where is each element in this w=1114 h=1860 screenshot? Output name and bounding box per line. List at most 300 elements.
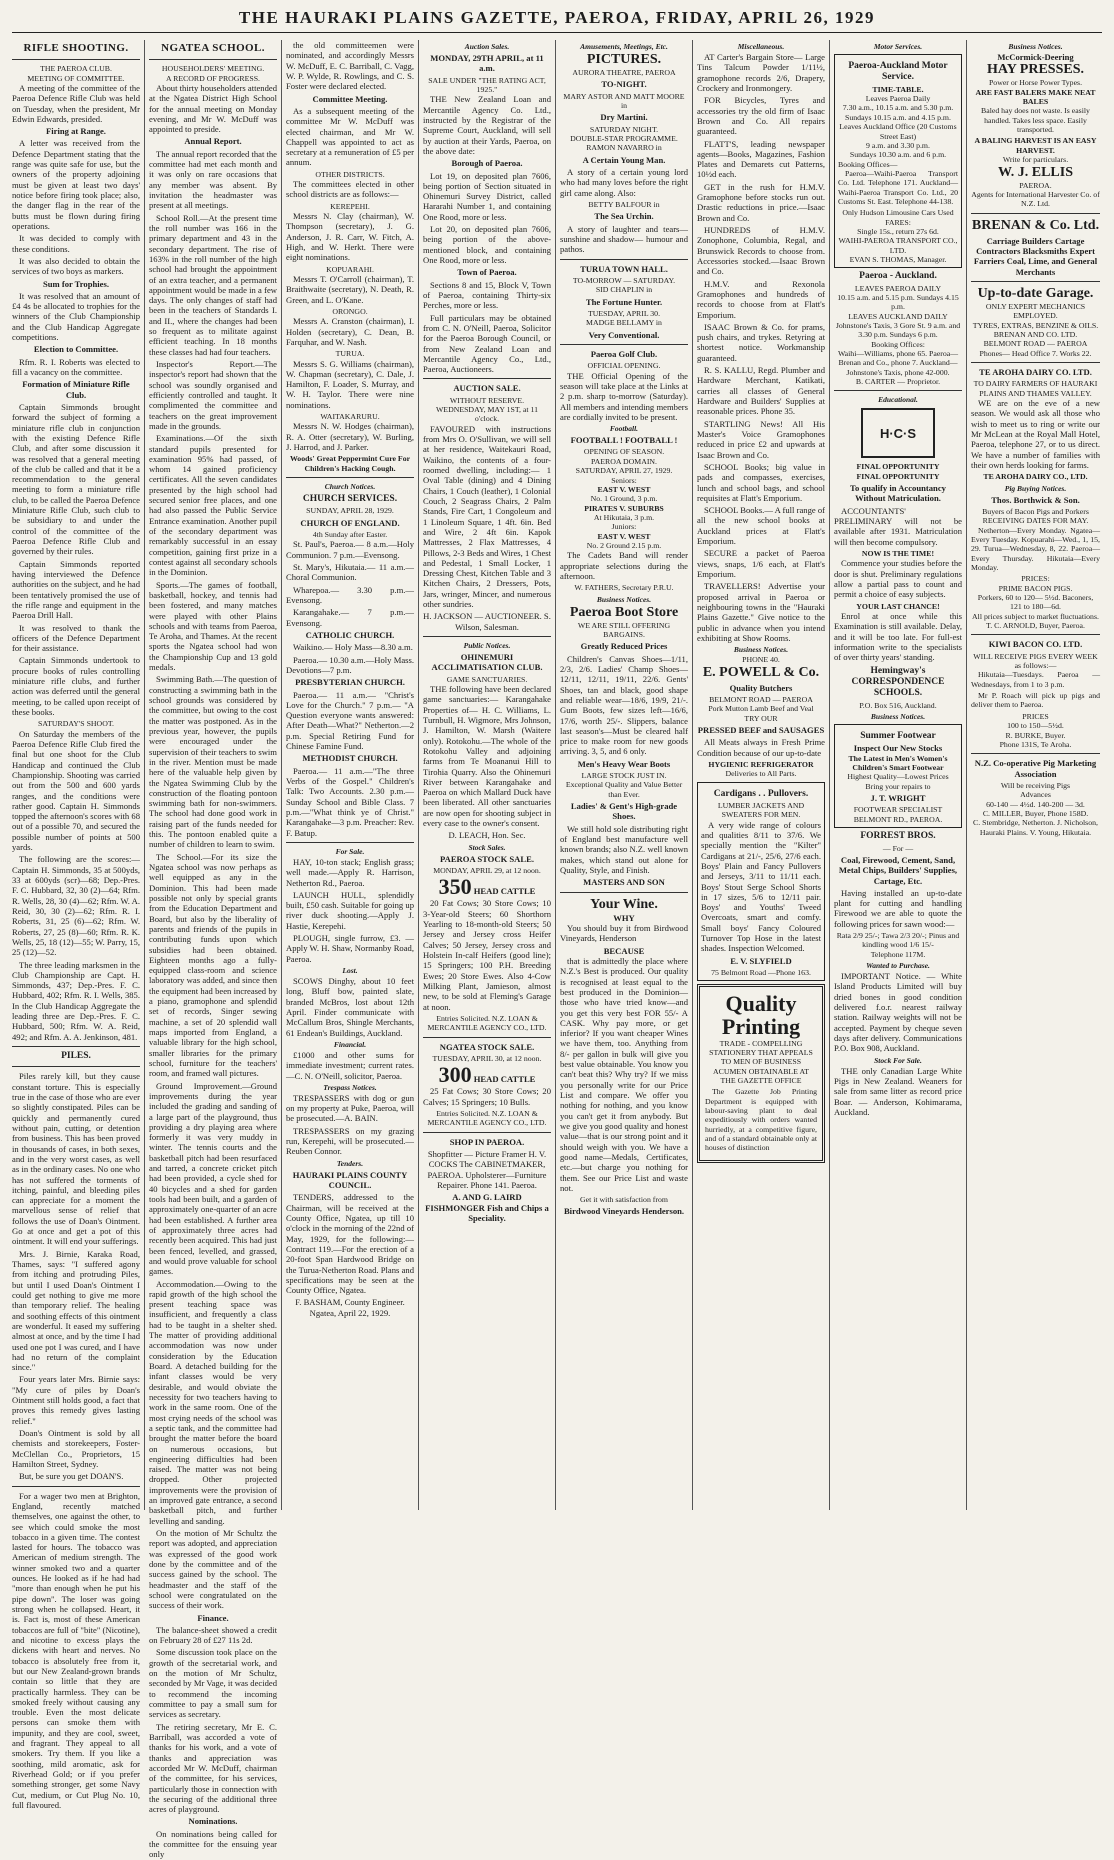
grade: Juniors:: [611, 522, 637, 532]
paragraph: Lot 20, on deposited plan 7606, being portion of the above-mentioned block, and containing One Rood, more or less.: [423, 224, 551, 265]
classified-ad: SECURE a packet of Paeroa views, snaps, 1/6 each, at Flatt's Emporium.: [697, 548, 825, 579]
paragraph: The balance-sheet showed a credit on February 28 of £27 11s 2d.: [149, 1624, 277, 1646]
cast: MARY ASTOR AND MATT MOORE in: [563, 91, 685, 111]
classified-ad: FOR Bicycles, Tyres and accessories try the old firm of Isaac Brown and Co. All repairs guaranteed.: [697, 95, 825, 137]
advert-subhead: TRADE - COMPELLING STATIONERY THAT APPEALS TO MEN OF BUSINESS ACUMEN OBTAINABLE AT THE GAZETTE OFFICE: [709, 1038, 813, 1085]
cardigans-advert: [697, 782, 825, 982]
classified-ad: HUNDREDS of H.M.V. Zonophone, Columbia, Regal, and Brunswick Records to choose from. Accessories stocked.—Isaac Brown and Co.: [697, 225, 825, 277]
notice-line: Wharepoa.— 3.30 p.m.—Evensong.: [286, 584, 414, 606]
paragraph: Full particulars may be obtained from C. N. O'Neill, Paeroa, Solicitor for the Paeroa Borough Council, or from New Zealand Loan and Mercantile Agency Co., Ltd., Paeroa, Auctioneers.: [423, 312, 551, 375]
address: FOOTWEAR SPECIALIST BELMONT RD., PAEROA.: [853, 805, 943, 824]
advert-subhead: — For —: [882, 843, 914, 853]
section-label: Auction Sales.: [464, 42, 510, 51]
paragraph: Enrol at once while this Examination is still available. Delay, and it will be too late. For full-est information write to the specialists of over thirty years' standing.: [834, 610, 962, 663]
printing-advert: [697, 984, 825, 1162]
advert-subhead: TRY OUR: [744, 713, 778, 723]
paragraph: Messrs N. W. Hodges (chairman), R. A. Otter (secretary), W. Burling, J. Harrod, and J. Parker.: [286, 421, 414, 453]
advert-subhead: The Latest in Men's Women's Children's Smart Footwear: [848, 753, 948, 773]
schedule: Hikutaia—Tuesdays. Paeroa — Wednesdays, from 1 to 3 p.m.: [971, 670, 1100, 689]
footwear-advert: [834, 724, 962, 828]
timetable-line: Sundays 10.30 a.m. and 6 p.m.: [849, 150, 947, 160]
classified-ad: SCOWS Dinghy, about 10 feet long, Bluff bow, painted slate, branded McBros, lost about 12th April. Finder communicate with McCallum Bros, Shingle Merchants, 61 Endean's Buildings, Auckland.: [286, 976, 414, 1038]
advert-subhead: TIME-TABLE.: [872, 84, 924, 94]
signature: Birdwood Vineyards Henderson.: [563, 1206, 685, 1217]
crosshead: Election to Committee.: [33, 344, 119, 355]
district-heading: WAITAKARURU.: [320, 412, 380, 422]
crosshead: Nominations.: [188, 1816, 238, 1827]
masthead: THE HAURAKI PLAINS GAZETTE, PAEROA, FRIDAY, APRIL 26, 1929: [12, 8, 1102, 33]
cast: RAMON NAVARRO in: [586, 143, 662, 153]
paragraph: Some discussion took place on the growth of the secretarial work, and on the motion of Mr Schultz, seconded by Mr Vage, it was decided to recommend the incoming committee to pay a small sum for services as secretary.: [149, 1647, 277, 1720]
classified-ad: R. S. KALLU, Regd. Plumber and Hardware Merchant, Katikati, carries all classes of General Hardware and Builders' Supplies at reasonable prices. Phone 35.: [697, 365, 825, 417]
show-date: SATURDAY, APRIL 27, 1929.: [575, 466, 673, 476]
paragraph: School Roll.—At the present time the roll number was 166 in the primary department and 43 in the secondary department. The rise of 163% in the roll number of the high school had brought the appointment of an extra teacher, and a permanent appointment would be made in a few days. The only changes of staff had been in the teachers of Standards I. and II., where the changes had been so frequent as to militate against efficient teaching. In 18 months these classes had had four teachers.: [149, 212, 277, 357]
price-list: Porkers, 60 to 120— 5½d. Baconers, 121 to 180—6d.: [977, 593, 1094, 612]
paragraph: Sports.—The games of football, basketball, hockey, and tennis had been fostered, and many matches were played with other Plains schools and with teams from Paeroa, Te Aroha, and Thames. At the recent sports the Ngatea school had won the Championship Cup and 13 gold medals.: [149, 579, 277, 673]
schedule: Netherton—Every Monday. Ngatea—Every Tuesday. Kopuarahi—Wed., 1, 15, 29. Turua—Wednesday, 8, 22. Paeroa—Every Thursday. Hikutaia—Every Monday.: [971, 525, 1100, 573]
timetable-line: LEAVES PAEROA DAILY: [854, 283, 942, 293]
advert-heading: Paeroa Golf Club.: [590, 348, 658, 359]
section-label: Financial.: [333, 1039, 367, 1049]
crosshead: Finance.: [197, 1612, 229, 1623]
phone: PHONE 40.: [742, 655, 780, 665]
district-heading: KEREPEHI.: [330, 201, 370, 211]
section-label: Tenders.: [336, 1158, 364, 1168]
column-7: [830, 40, 967, 1510]
notice-line: Paeroa.— 11 a.m.— "Christ's Love for the Church." 7 p.m.— "A Question everyone wants answered: After Death—What?" Netherton.—2 p.m. Special Retiring Fund for Chinese Famine Fund.: [286, 689, 414, 752]
classified-ad: GET in the rush for H.M.V. Gramophone before stocks run out. Drastic reductions in price.—Isaac Brown and Co.: [697, 181, 825, 223]
notice-line: Waikino.— Holy Mass—8.30 a.m.: [293, 642, 413, 653]
columns: [8, 40, 1106, 1860]
advert-text: Shopfitter — Picture Framer H. V. COCKS The CABINETMAKER, PAEROA. Upholsterer—Furniture Repairer. Phone 141. Paeroa.: [427, 1148, 547, 1190]
advert-heading: Your Wine.: [590, 896, 658, 912]
stock-list: 25 Fat Cows; 30 Store Cows; 20 Calves; 15 Springers; 10 Bulls.: [423, 1086, 551, 1107]
classified-ad: IMPORTANT Notice. — White Island Products Limited will buy dried bones in good condition delivered f.o.r. nearest railway station. Railway weights will not be accepted. Payment by cheque seven days after delivery. Communications P.O. Box 908, Auckland.: [834, 971, 962, 1054]
paragraph: Paeroa—Waihi-Paeroa Transport Co. Ltd. Telephone 171. Auckland—Waihi-Paeroa Transport Co. Ltd., 20 Customs St. East. Telephone 44-138.: [838, 168, 958, 206]
paragraph: Captain Simmonds reported having interviewed the Defence authorities on the subject, and he had been tentatively promised the use of the rifle range and equipment in the Paeroa Drill Hall.: [12, 558, 140, 621]
paragraph: The following are the scores:— Captain H. Simmonds, 35 at 500yds, 33 at 600yds (scr)—68; Dep.-Pres. F. C. Hubbard, 32, 30 (2)—64; Rfm. R. Wells, 28, 30 (4)—62; Rfm. W. A. Reid, 30, 30 (2)—62; Rfm. R. I. Roberts, 31, 25 (6)—62; Rfm. W. Roberts, 27, 25 (8)—60; Rfm. R. K. Wells, 25, 18 (12)—55; W. Parry, 15, 25 (12)—52.: [12, 854, 140, 958]
cast: SID CHAPLIN in: [595, 285, 653, 295]
timetable-line: Sundays 10.15 a.m. and 4.15 p.m.: [845, 112, 951, 122]
sale-heading: PAEROA STOCK SALE.: [440, 853, 534, 864]
divider: [12, 1066, 140, 1067]
section-label: Business Notices.: [870, 712, 926, 722]
advert-subhead: LARGE STOCK JUST IN.: [581, 771, 667, 781]
advert-heading: Up-to-date Garage.: [977, 285, 1094, 301]
school-logo: H·C·S: [861, 408, 935, 458]
church-heading: METHODIST CHURCH.: [302, 753, 398, 764]
advert-subhead: Buyers of Bacon Pigs and Porkers: [982, 506, 1089, 516]
notice-line: Paeroa.— 11 a.m.—"The three Verbs of the Gospel." Children's Talk: Two Accounts. 2.30 p.m.—Sunday School and Bible Class. 7 p.m.—"What think ye of Christ." Karangahake—3 p.m. Preacher: Rev. F. Batup.: [286, 765, 414, 838]
paragraph: On nominations being called for the committee for the ensuing year only: [149, 1828, 277, 1860]
notice-subhead: GAME SANCTUARIES.: [446, 674, 528, 684]
film-title: The Fortune Hunter.: [585, 296, 663, 307]
column-6: [693, 40, 830, 1510]
fixture-ground: No. 2 Ground 2.15 p.m.: [586, 540, 662, 550]
advert-heading: Cardigans . . Pullovers.: [713, 788, 809, 799]
film-title: A Certain Young Man.: [582, 154, 666, 165]
paragraph: All Meats always in Fresh Prime Condition because of our up-to-date: [697, 737, 825, 758]
divider: [971, 281, 1100, 282]
price-list: 100 to 150—5½d.: [1007, 721, 1064, 731]
signature: Entries Solicited. N.Z. LOAN & MERCANTILE AGENCY CO., LTD.: [427, 1108, 547, 1128]
sale-heading: AUCTION SALE.: [453, 383, 521, 394]
timetable-line: Booking Offices—: [838, 159, 898, 169]
fixture: EAST V. WEST: [597, 484, 651, 494]
column-1: [8, 40, 145, 1810]
agent-list: C. Stembridge, Netherton. J. Nicholson, Hauraki Plains. V. Young, Hikutaia.: [973, 818, 1098, 837]
classified-ad: TRESPASSERS on my grazing run, Kerepehi, will be prosecuted.—Reuben Connor.: [286, 1125, 414, 1157]
advert-subhead: NOW IS THE TIME!: [861, 549, 935, 559]
advert-heading: Quality Printing: [721, 991, 801, 1040]
divider: [423, 1037, 551, 1038]
paragraph: Captain Simmonds brought forward the subject of forming a miniature rifle club in conjunction with the existing Defence Rifle Club, and after some discussion it was resolved that a general meeting of the club be called and that it be a recommendation to the general meeting to form a miniature rifle club, to be called the Paeroa Defence Miniature Rifle Club, such club to be subsidiary to and under the control of the committee of the Paeroa Defence Rifle Club and governed by their rules.: [12, 401, 140, 557]
sale-date: MONDAY, 29TH APRIL, at 11 a.m.: [430, 53, 544, 74]
notice-line: 4th Sunday after Easter.: [312, 530, 388, 540]
divider: [423, 1132, 551, 1133]
column-5: [556, 40, 693, 1510]
address: BELMONT ROAD — PAEROA: [983, 339, 1088, 349]
paragraph: It was also decided to obtain the services of two boys as markers.: [12, 255, 140, 277]
notice-date: SUNDAY, APRIL 28, 1929.: [306, 506, 394, 516]
classified-ad: TENDERS, addressed to the Chairman, will be received at the County Office, Ngatea, up till 10 o'clock in the morning of the 22nd of May, 1929, for the following:— Contract 119.—For the erection of a 20-foot Span Hardwood Bridge on the Turua-Netherton Road. Plans and specifications may be seen at the County Office, Ngatea.: [286, 1192, 414, 1296]
signature: F. BASHAM, County Engineer. Ngatea, April 22, 1929.: [295, 1297, 405, 1318]
timetable-line: Booking Offices:: [871, 339, 925, 349]
subhead: THE PAEROA CLUB.: [40, 64, 112, 74]
paragraph: A story of a certain young lord who had many loves before the right girl came along. Also:: [560, 167, 688, 198]
advert-tagline: Coal, Firewood, Cement, Sand, Metal Chips, Builders' Supplies, Cartage, Etc.: [838, 854, 958, 886]
section-label: Business Notices.: [1008, 42, 1063, 51]
advert-heading: SHOP IN PAEROA.: [449, 1136, 525, 1147]
divider: [971, 213, 1100, 214]
timetable-line: LEAVES AUCKLAND DAILY: [848, 311, 948, 321]
cattle-unit: HEAD CATTLE: [473, 1074, 536, 1085]
timetable-line: Waihi—Williams, phone 65. Paeroa—Brenan and Co., phone 7. Auckland—Johnstone's Taxis, phone 42-000.: [837, 349, 959, 377]
address: P.O. Box 516, Auckland.: [859, 700, 937, 710]
paragraph: We still hold sole distributing right of England best manufacture well known brands; also N.Z. well known makes, which stand out alone for Quality, Style, and Finish.: [560, 823, 688, 875]
phone: Telephone 117M.: [870, 949, 926, 959]
column-4: [419, 40, 556, 1510]
advert-heading: Summer Footwear: [860, 731, 936, 742]
divider: [971, 634, 1100, 635]
film-title: Very Conventional.: [588, 329, 660, 340]
subhead: OTHER DISTRICTS.: [315, 169, 385, 179]
advert-subhead: Power or Horse Power Types.: [988, 78, 1083, 88]
cast: BETTY BALFOUR in: [588, 200, 660, 210]
paragraph: On Saturday the members of the Paeroa Defence Rifle Club fired the final but one shoot for the Club Handicap and continued the Club Championship. Shooting was carried out from the 500 and 600 yards ranges, and the conditions were rather good. Captain H. Simmonds topped the afternoon's scores with 68 out of a possible 70, and secured the possible number of points at 500 yards.: [12, 728, 140, 853]
crosshead: Firing at Range.: [46, 126, 106, 137]
signature: EVAN S. THOMAS, Manager.: [849, 254, 947, 264]
paragraph: Having installed an up-to-date plant for cutting and handling Firewood we are able to quote the following prices for sawn wood:—: [834, 887, 962, 929]
paragraph: Messrs S. G. Williams (chairman), W. Chapman (secretary), C. Dale, J. Hamilton, F. Loader, S. Murray, and W. H. Taylor. There were nine nominations.: [286, 358, 414, 410]
divider: [560, 344, 688, 345]
advert-subhead: Deliveries to All Parts.: [725, 769, 797, 779]
paragraph: Messrs T. O'Carroll (chairman), T. Braithwaite (secretary), N. Death, R. Green, and L. O'Kane.: [286, 273, 414, 305]
paragraph: You should buy it from Birdwood Vineyards, Henderson: [560, 923, 688, 944]
paragraph: Messrs A. Cranston (chairman), I. Holden (secretary), C. Dean, B. Farquhar, and W. Nash.: [286, 316, 414, 347]
advert-subhead: Advances: [1020, 790, 1051, 800]
paragraph: THE following have been declared game sanctuaries:— Karangahake Properties of— H. C. Williams, L. Turnbull, H. Wigmore, Mrs Johnson, J. Hamilton, W. Marsh (Waitere only). Rotokohu.—The whole of the Rotokohu Valley and adjoining farms from Te Moananui Hill to Tirohia Quarry. Also the Ohinemuri River between Karangahake and Paeroa on which Mallard Duck have been liberated. All other sanctuaries are now open for shooting subject in every case to the owner's consent.: [423, 684, 551, 829]
stock-list: 20 Fat Cows; 30 Store Cows; 10 3-Year-old Steers; 60 Shorthorn Yearling to 18-month-old Steers; 50 Jersey and Jersey cross Heifer Calves; 50 Jersey, Jersey cross and Holstein In-calf Heifers (good line); 15 Springers; 100 P.H. Breeding Ewes; 20 Store Ewes. Also 4-Cow Milking Plant, Jamieson, almost new, to be sold at Fleming's Garage at noon.: [423, 898, 551, 1012]
paragraph: ACCOUNTANTS' PRELIMINARY will not be available after 1931. Matriculation will then become compulsory.: [834, 505, 962, 547]
paragraph: It was resolved to thank the officers of the Defence Department for their assistance.: [12, 622, 140, 654]
advert-text: A. AND G. LAIRD FISHMONGER Fish and Chips a Speciality.: [425, 1192, 549, 1223]
advert-heading: HAY PRESSES.: [986, 62, 1084, 78]
signature: E. V. SLYFIELD: [730, 955, 792, 966]
crosshead: Committee Meeting.: [312, 93, 388, 104]
brand: McCormick-Deering: [997, 52, 1074, 62]
advert-subhead: WILL RECEIVE PIGS EVERY WEEK as follows:—: [973, 651, 1098, 671]
advert-heading: BRENAN & Co. Ltd.: [971, 217, 1100, 233]
advert-subhead: RECEIVING DATES FOR MAY.: [982, 516, 1089, 526]
paragraph: Mrs. J. Birnie, Karaka Road, Thames, says: "I suffered agony from itching and protruding Piles, but until I used Doan's Ointment I could get nothing to give me more than temporary relief. The healing and soothing effects of this ointment are wonderful. It eased my suffering almost at once, and by the time I had used one pot I was cured, and I have had no return of the complaint since.": [12, 1248, 140, 1373]
section-label: Amusements, Meetings, Etc.: [580, 42, 668, 51]
advert-heading: KIWI BACON CO. LTD.: [988, 639, 1083, 650]
fixture: EAST V. WEST: [597, 531, 651, 541]
church-heading: PRESBYTERIAN CHURCH.: [295, 677, 405, 688]
divider: [286, 842, 414, 843]
advert-heading: FOOTBALL ! FOOTBALL !: [570, 435, 678, 446]
paragraph: About thirty householders attended at the Ngatea District High School for the annual meeting on Monday evening, and Mr W. McDuff was appointed to preside.: [149, 82, 278, 135]
advert-subhead: ARE FAST BALERS MAKE NEAT BALES: [975, 87, 1096, 107]
paragraph: The School.—For its size the Ngatea school was now perhaps as well equipped as any in the Dominion. This had been made possible not only by special grants from the Education Department and Board, but also by the liberality of parents and friends of the pupils in contributing funds upon which subsidies had been obtained. Eighteen months ago a fully-equipped class-room and science laboratory was added, and since then the equipment had been increased by a piano, gramophone and splendid set of records, Singer sewing machine, a set of 20 splendid wall maps imported from England, a valuable library for the high school, smaller libraries for the primary school, furniture for the teachers' room, and framed wall pictures.: [149, 851, 277, 1079]
advert-subhead: BECAUSE: [603, 945, 645, 956]
paragraph: Inspector's Report.—The inspector's report had shown that the school was soundly organised and efficiently controlled and taught. It complimented the committee and teachers on the great improvement made in the grounds.: [149, 359, 277, 431]
district-heading: ORONGO.: [332, 306, 368, 316]
signature: T. C. ARNOLD, Buyer, Paeroa.: [986, 621, 1085, 631]
classified-ad: LAUNCH HULL, splendidly built, £50 cash. Suitable for going up river duck shooting.—Apply J. Hastie, Kerepehi.: [286, 889, 414, 931]
paragraph: Four years later Mrs. Birnie says: "My cure of piles by Doan's Ointment still holds good, a fact that proves this remedy gives lasting relief.": [12, 1374, 140, 1426]
district-heading: TURUA.: [335, 349, 365, 359]
section-label: Miscellaneous.: [737, 42, 785, 51]
divider: [560, 259, 688, 260]
paragraph: The Gazette Job Printing Department is equipped with labour-saving plant to deal expeditiously with orders wanted hurriedly, at a competitive figure, and of a standard obtainable only at houses of distinction: [705, 1087, 817, 1153]
divider: [12, 59, 140, 60]
paragraph: Doan's Ointment is sold by all chemists and storekeepers, Foster-McClellan Co., Proprietors, 15 Hamilton Street, Sydney.: [12, 1428, 140, 1469]
divider: [971, 362, 1100, 363]
paragraph: Piles rarely kill, but they cause constant torture. This is especially true in the case of those who are ever so slightly constipated. Piles can be quickly and permanently cured without pain, cutting, or detention from business. This has been proved in thousands of cases, in both sexes, and in the very worst cases, as well as in the ordinary cases. No one who has not suffered the torments of itching, painful, and bleeding piles can appreciate for a moment the marvellous sense of relief that follows the use of Doan's Ointment. Go at once and get a pot of this ointment. It will end your sufferings.: [12, 1071, 140, 1247]
paragraph: A very wide range of colours and qualities 8/11 to 37/6. We specially mention the "Kilter" Cardigans at 21/-, 25/6, 27/6 each. Boys' Plain and Fancy Pullovers and Jerseys, 3/11 to 11/11 each. Boys' Stout Serge School Shorts in 17 sizes, 5/6 to 12/11 pair. Boys' and Youths' Tweed Overcoats, smart and comfy. Small boys' Fancy Coloured Turnover Top Hose in the latest shades. Inspection Welcomed.: [701, 819, 821, 954]
advert-heading: Paeroa - Auckland.: [859, 271, 937, 282]
timetable-line: FARES:: [885, 217, 911, 227]
divider: [423, 378, 551, 379]
divider: [834, 390, 962, 391]
advert-subhead: OFFICIAL OPENING.: [587, 361, 661, 371]
paragraph: Mr P. Roach will pick up pigs and deliver them to Paeroa.: [971, 691, 1100, 710]
advert-subhead: HYGIENIC REFRIGERATOR: [708, 759, 814, 769]
film-title: The Sea Urchin.: [594, 211, 654, 222]
section-label: Motor Services.: [873, 42, 923, 51]
classified-ad: SCHOOL Books.— A full range of all the new school books at Auckland prices at Flatt's Emporium.: [697, 505, 825, 547]
notice-line: Paeroa.— 10.30 a.m.—Holy Mass. Devotions—7 p.m.: [286, 654, 414, 675]
timetable-line: 10.15 a.m. and 5.15 p.m. Sundays 4.15 p.m.: [837, 293, 959, 312]
price-list: 60-140 — 4½d. 140-200 — 3d.: [986, 799, 1085, 809]
advert-subhead: Inspect Our New Stocks: [853, 743, 943, 754]
show-date: TO-NIGHT.: [601, 79, 647, 90]
classified-ad: TRESPASSERS with dog or gun on my property at Puke, Paeroa, will be prosecuted.—A. BAIN.: [286, 1092, 414, 1124]
advert-tagline: Ladies' & Gent's High-grade Shoes.: [570, 801, 678, 822]
subhead: MEETING OF COMMITTEE.: [27, 73, 125, 83]
paragraph: It was resolved that an amount of £4 4s be allocated to trophies for the winners of the Club Championship and the Club Handicap Aggregate competitions.: [12, 290, 140, 343]
timetable-line: Leaves Auckland Office (20 Customs Street East): [839, 122, 957, 141]
column-2: [145, 40, 282, 1860]
cattle-unit: HEAD CATTLE: [473, 886, 536, 897]
sale-date: MONDAY, APRIL 29, at 12 noon.: [433, 866, 541, 875]
product-list: Pork Mutton Lamb Beef and Veal: [708, 704, 814, 714]
advert-subhead: To qualify in Accountancy Without Matriculation.: [850, 483, 946, 504]
classified-ad: PLOUGH, single furrow, £3. —Apply W. H. Shaw, Normanby Road, Paeroa.: [286, 933, 414, 964]
divider: [423, 636, 551, 637]
advert-subhead: TO DAIRY FARMERS OF HAURAKI PLAINS AND THAMES VALLEY.: [973, 379, 1098, 398]
signature: B. CARTER — Proprietor.: [855, 377, 941, 387]
classified-ad: H.M.V. and Rexonola Gramophones and hundreds of records to choose from at Flatt's Emporium.: [697, 278, 825, 320]
sale-heading: NGATEA STOCK SALE.: [439, 1041, 535, 1052]
paragraph: For a wager two men at Brighton, England, recently matched themselves, one against the other, to see which could smoke the most tobacco in a given time. The contest lasted for hours. The tobacco was American of medium strength. The winner smoked two and a quarter ounces. He looked as if he had had "more than enough when he put his pipe down". The loser was going strong when he collapsed. Heart, it is. Fact is, most of these American tobaccos are full of "bite" (Nicotine), and nicotine to excess plays the dickens with heart and nerves. No tobacco is absolutely free from it, but our New Zealand-grown brands contain so little that they are practically harmless. They can be smoked freely without causing any trouble. Even the most delicate persons can smoke them with impunity, and they are cool, sweet, and fragrant. They appeal to all smokers. Try them. If you like a soothing, mild aromatic, ask for Riverhead Gold; or if you prefer something stronger, get some Navy Cut, medium, or Cut Plug No. 10, full flavoured.: [12, 1490, 140, 1810]
cattle-count: 350: [438, 874, 472, 900]
paragraph: Examinations.—Of the sixth standard pupils presented for examination 95% had passed, of whom 14 gained proficiency certificates. All the seven candidates presented by the high school had secured senior free places, and one had also passed the Public Service Entrance examination. Another pupil of the secondary department was remarkably successful in an essay competition, gaining first prize in a contest against all secondary schools in the Dominion.: [149, 433, 277, 578]
sale-heading: SALE UNDER "THE RATING ACT, 1925.": [428, 75, 546, 94]
section-label: Business Notices.: [733, 645, 789, 655]
paragraph: THE New Zealand Loan and Mercantile Agency Co. Ltd., instructed by the Registrar of the Supreme Court, Auckland, will sell by auction at their Yards, Paeroa, on the above date:: [423, 94, 551, 156]
section-label: Business Notices.: [596, 594, 652, 604]
notice-heading: OHINEMURI ACCLIMATISATION CLUB.: [431, 652, 543, 673]
classified-ad: SCHOOL Books; big value in pads and compasses, exercises, lunch and school bags, and school requisites at Flatt's Emporium.: [697, 461, 825, 503]
signature: MASTERS AND SON: [583, 877, 665, 888]
advert-subhead: PRICES:: [1021, 574, 1050, 584]
section-label: Stock For Sale.: [874, 1055, 922, 1065]
advert-heading: Paeroa-Auckland Motor Service.: [848, 61, 948, 83]
signature: BRENAN AND CO. LTD.: [993, 330, 1078, 340]
paragraph: Captain Simmonds undertook to procure books of rules controlling miniature rifle clubs, and further action was deferred until the general meeting, to be called upon receipt of these books.: [12, 655, 140, 717]
article-headline: NGATEA SCHOOL.: [161, 42, 265, 54]
paragraph: Rfm. R. I. Roberts was elected to fill a vacancy on the committee.: [12, 356, 140, 377]
column-3: [282, 40, 419, 1510]
advert-heading: TURUA TOWN HALL.: [580, 263, 668, 274]
advert-heading: FINAL OPPORTUNITY: [856, 462, 940, 472]
notice-line: St. Paul's, Paeroa.— 8 a.m.—Holy Communion. 7 p.m.—Evensong.: [286, 539, 414, 560]
timetable-line: 7.30 a.m., 10.15 a.m. and 5.30 p.m.: [842, 103, 954, 113]
advert-subhead: Exceptional Quality and Value Better than Ever.: [565, 780, 683, 799]
film-title: Dry Martini.: [600, 112, 648, 123]
advert-subhead: ONLY EXPERT MECHANICS EMPLOYED.: [985, 302, 1086, 321]
signature: W. FATHERS, Secretary P.R.U.: [574, 583, 674, 593]
crosshead: Town of Paeroa.: [457, 267, 517, 278]
advert-subhead: Get it with satisfaction from: [580, 1195, 668, 1205]
signature: Entries Solicited. N.Z. LOAN & MERCANTILE AGENCY CO., LTD.: [427, 1013, 547, 1033]
service-list: Carriage Builders Cartage Contractors Blacksmiths Expert Farriers Coal, Lime, and General Merchants: [973, 235, 1098, 277]
article-headline: RIFLE SHOOTING.: [23, 42, 129, 54]
paragraph: WE are on the eve of a new season. We would ask all those who wish to meet us to ring or write our Mr McLean at the Royal Mall Hotel, Paeroa, telephone 27, or to us direct. We have a number of families with their own herds looking for farms.: [971, 398, 1100, 470]
show-date: TO-MORROW — SATURDAY.: [572, 275, 676, 285]
crosshead: Formation of Miniature Rifle Club.: [22, 379, 130, 400]
paragraph: A letter was received from the Defence Department stating that the range was quite safe for use, but the owners of the property adjoining must be given at least two days' notice before firing took place; also, the danger flag in the rear of the butts must be flown during firing operations.: [12, 138, 140, 231]
motor-service-advert: [834, 54, 962, 268]
section-label: Wanted to Purchase.: [866, 961, 930, 971]
classified-ad: ISAAC Brown & Co. for prams, push chairs, and trykes. Retyring at shortest notice. Workmanship guaranteed.: [697, 321, 825, 363]
phone: Phones— Head Office 7. Works 22.: [979, 348, 1092, 358]
advert-subhead: LUMBER JACKETS AND SWEATERS FOR MEN.: [717, 800, 805, 820]
advert-subhead: YOUR LAST CHANCE!: [856, 601, 940, 611]
advert-tagline: Greatly Reduced Prices: [580, 641, 668, 652]
signature: J. T. WRIGHT: [870, 793, 926, 804]
signature: TE AROHA DAIRY CO., LTD.: [983, 472, 1088, 482]
classified-ad: FLATT'S, leading newspaper agents—Books, Magazines, Fashion Plates and Demarets cut Patterns, 10½d each.: [697, 138, 825, 180]
advert-heading: FORREST BROS.: [860, 831, 936, 842]
paragraph: Baled hay does not waste. Is easily handled. Takes less space. Easily transported.: [981, 106, 1090, 135]
church-heading: CHURCH OF ENGLAND.: [300, 517, 400, 528]
section-label: Educational.: [878, 395, 918, 405]
paragraph: The committees elected in other school districts are as follows:—: [286, 179, 414, 200]
venue: PAEROA DOMAIN.: [591, 456, 657, 466]
paragraph: Messrs N. Clay (chairman), W. Thompson (secretary), J. G. Anderson, J. R. Carr, W. Fitch, A. High, and W. Herkt. There were eight nominations.: [286, 211, 414, 263]
crosshead: Borough of Paeroa.: [451, 158, 523, 169]
church-heading: CATHOLIC CHURCH.: [305, 629, 395, 640]
section-label: Pig Buying Notices.: [1004, 483, 1067, 493]
divider: [286, 477, 414, 478]
column-8: [967, 40, 1104, 1510]
paragraph: the old committeemen were nominated, and accordingly Messrs W. McDuff, E. C. Barriball, C. Vagg, W. P. Wylde, R. Rowlings, and C. S. Foster were declared elected.: [286, 40, 414, 92]
classified-ad: STARTLING News! All His Master's Voice Gramophones reduced in price £2 and upwards at Isaac Brown and Co.: [697, 418, 825, 460]
address: BELMONT ROAD — PAEROA: [709, 694, 813, 704]
price-list: Children's Canvas Shoes—1/11, 2/3, 2/6. Ladies' Champ Shoes—12/11, 12/11, 19/11, 22/6. Gents' Shoes, tan and black, good shape and reliable wear—18/6, 19/9, 21/-. Gum Boots, few sizes left—16/6, 17/6, worth 25/-. Slippers, balance last season's—Must be cleared half price to make room for new goods arriving. 3, 5, and 6 only.: [560, 653, 688, 757]
paragraph: The Cadets Band will render appropriate selections during the afternoon.: [560, 550, 688, 581]
timetable-line: Leaves Paeroa Daily: [865, 94, 931, 104]
paragraph: A story of laughter and tears—sunshine and shadow— humour and pathos.: [560, 223, 688, 255]
programme: DOUBLE-STAR PROGRAMME.: [570, 134, 678, 144]
paragraph: THE Official Opening of the season will take place at the Links at 2 p.m. sharp to-morrow (Saturday). All members and intending members are cordially invited to be present.: [560, 370, 688, 422]
address: 75 Belmont Road —Phone 163.: [711, 968, 811, 978]
classified-ad: TRAVELLERS! Advertise your proposed arrival in Paeroa or neighbouring towns in the "Hauraki Plains Gazette." Give notice to the public in advance when you intend exhibiting at Show Rooms.: [697, 581, 825, 643]
sale-date: WEDNESDAY, MAY 1ST, at 11 o'clock.: [435, 405, 539, 424]
crosshead: Sum for Trophies.: [43, 278, 109, 289]
divider: [149, 59, 277, 60]
section-label: Trespass Notices.: [323, 1082, 377, 1092]
venue: AURORA THEATRE, PAEROA: [572, 68, 676, 78]
signature: C. MILLER, Buyer, Phone 158D.: [982, 808, 1089, 818]
advert-heading: PICTURES.: [586, 52, 662, 67]
fixture: PIRATES V. SUBURBS: [584, 503, 664, 513]
paragraph: The retiring secretary, Mr E. C. Barriball, was accorded a vote of thanks for his work, and a vote of thanks and appreciation was accorded Mr W. McDuff, chairman of the committee, for his services, particularly those in connection with the securing of the additional three acres of playground.: [149, 1721, 277, 1815]
classified-ad: £1000 and other sums for immediate investment; current rates.—C. N. O'Neill, solicitor, Paeroa.: [286, 1049, 414, 1081]
advert-subhead: Will be receiving Pigs: [1000, 780, 1071, 790]
address: PAEROA.: [1019, 180, 1052, 190]
sale-subhead: WITHOUT RESERVE.: [449, 395, 525, 405]
notice-line: Karangahake.— 7 p.m.—Evensong.: [286, 607, 414, 628]
notice-line: St. Mary's, Hikutaia.— 11 a.m.—Choral Communion.: [286, 562, 414, 583]
advert-tagline: Men's Heavy Wear Boots: [577, 758, 671, 769]
price-list: Rata 2/9 25/-; Tawa 2/3 20/-; Pinus and kindling wood 1/6 15/-: [836, 931, 960, 950]
paragraph: Sections 8 and 15, Block V, Town of Paeroa, containing Thirty-six Perches, more or less.: [423, 279, 551, 311]
paragraph: that is admittedly the place where N.Z.'s Best is produced. Our quality is recognised at least equal to the best produced in the Dominion—those who have tried know—and you get this very best FOR 55/- A CASK. Why pay more, or get inferior? If you want cheaper Wines we have them, too. Anything from 8/- per gallon in bulk will give you best value obtainable. You know you can't beat this? Why try? If we miss you personally write for our Price List and compare. We offer you nothing for nothing, and you know you can't get it from anybody. But we give you good quality and honest value—that is our strong point and it should weigh with you. We have a good name—Medals, Certificates, etc.—but charge you nothing for them. See our Price List and waste not.: [560, 955, 688, 1193]
advert-tagline: Quality Butchers: [729, 682, 793, 693]
divider: [560, 892, 688, 893]
notice-heading: HAURAKI PLAINS COUNTY COUNCIL.: [292, 1169, 408, 1191]
timetable-line: Single 15s., return 27s 6d.: [857, 226, 939, 236]
paragraph: Lot 19, on deposited plan 7606, being portion of Section situated in Ohinemuri Survey District, called Hararahi Number 1, and containing One Rood, more or less.: [423, 170, 551, 222]
classified-ad: AT Carter's Bargain Store— Large Tins Talcum Powder 1/11½, gramophone records 2/6, Drapery, Crockery and Ironmongery.: [697, 52, 825, 93]
paragraph: FAVOURED with instructions from Mrs O. O'Sullivan, we will sell at her residence, Waitekauri Road, Waikino, the contents of a four-roomed dwelling, including:— 1 Oval Table (dining) and 4 Dining Chairs, 1 Couch (leather), 1 Colonial Couch, 2 Seagrass Chairs, 2 Palm Stands, Fire Cart, 1 Congoleum and 1 Linoleum Square, 1 4ft. 6in. Bed and Wire, 2 4ft 6in. Kapok Mattresses, 2 Flax Mattresses, 4 Pillows, 2-3 Beds and Wires, 1 Chest and Pedestal, 1 Small Locker, 1 Dressing Chest, Kitchen Table and 3 Kitchen Chairs, 2 Dressers, Pots, Jars, wringer, Mincer, and numerous other sundries.: [423, 423, 551, 610]
subhead: SATURDAY'S SHOOT.: [38, 719, 114, 729]
section-label: Church Notices.: [324, 482, 376, 492]
paragraph: It was decided to comply with these conditions.: [12, 233, 140, 254]
signature: D. LEACH, Hon. Sec.: [448, 830, 526, 841]
section-label: Public Notices.: [463, 641, 511, 651]
paragraph: A meeting of the committee of the Paeroa Defence Rifle Club was held on Tuesday, when the president, Mr Edwin Edwards, presided.: [12, 82, 140, 124]
advert-subhead: Bring your repairs to: [865, 781, 931, 791]
timetable-line: Only Hudson Limousine Cars Used: [842, 208, 954, 218]
section-label: Football.: [609, 424, 639, 434]
classified-ad: HAY, 10-ton stack; English grass; well made.—Apply R. Harrison, Netherton Rd., Paeroa.: [286, 856, 414, 888]
